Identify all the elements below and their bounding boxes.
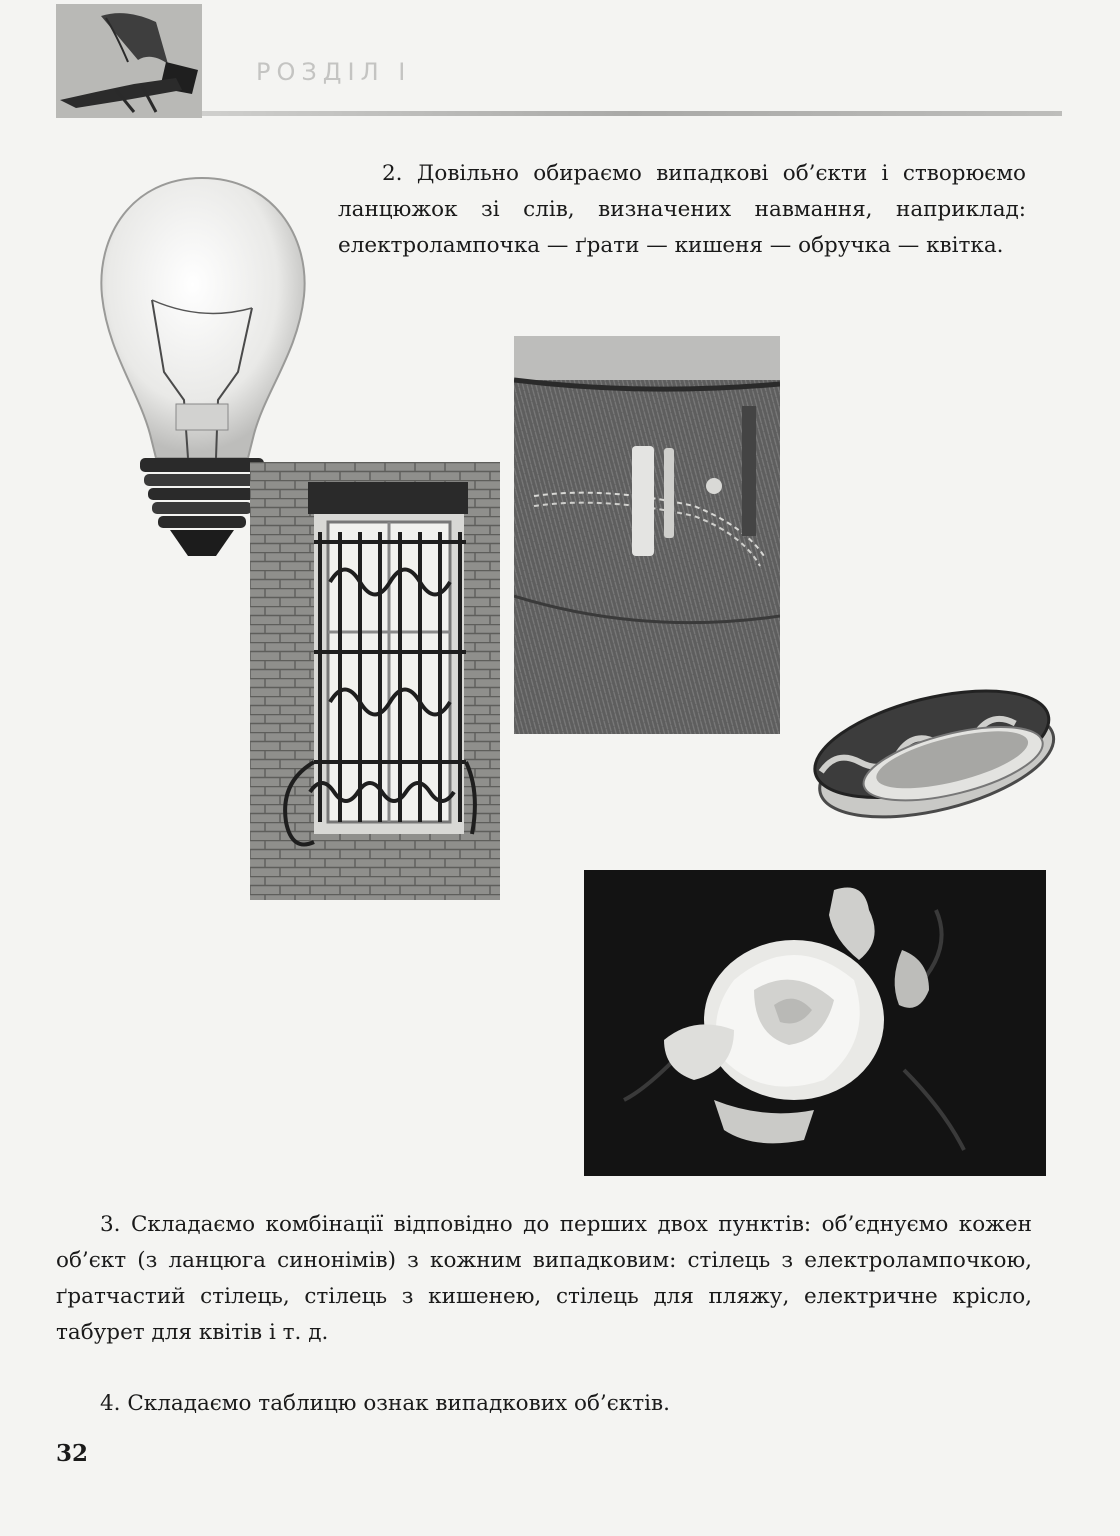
rose-flower-photo [584,870,1046,1176]
section-label: РОЗДІЛ І [256,58,412,86]
header-flying-machine-image [56,4,202,118]
ring-photo [800,664,1068,842]
paragraph-step-2: 2. Довільно обираємо випадкові об’єкти і створюємо ланцюжок зі слів, визначених навмання, наприклад: електролампочка — ґрати — кишеня — обручка — квітка. [338,161,1026,258]
flying-machine-icon [56,4,202,118]
paragraph-step-4: 4. Складаємо таблицю ознак випадкових об’єктів. [100,1391,670,1416]
jeans-pocket-photo [514,336,780,734]
window-grating-photo [250,462,500,900]
page-number: 32 [56,1440,89,1467]
header-rule [202,111,1062,116]
paragraph-step-3: 3. Складаємо комбінації відповідно до перших двох пунктів: об’єднуємо кожен об’єкт (з ланцюга синонімів) з кожним випадковим: стілець з електролампочкою, ґратчастий стілець, стілець з кишенею, стілець для пляжу, електричне крісло, табурет для квітів і т. д. [56,1212,1032,1345]
